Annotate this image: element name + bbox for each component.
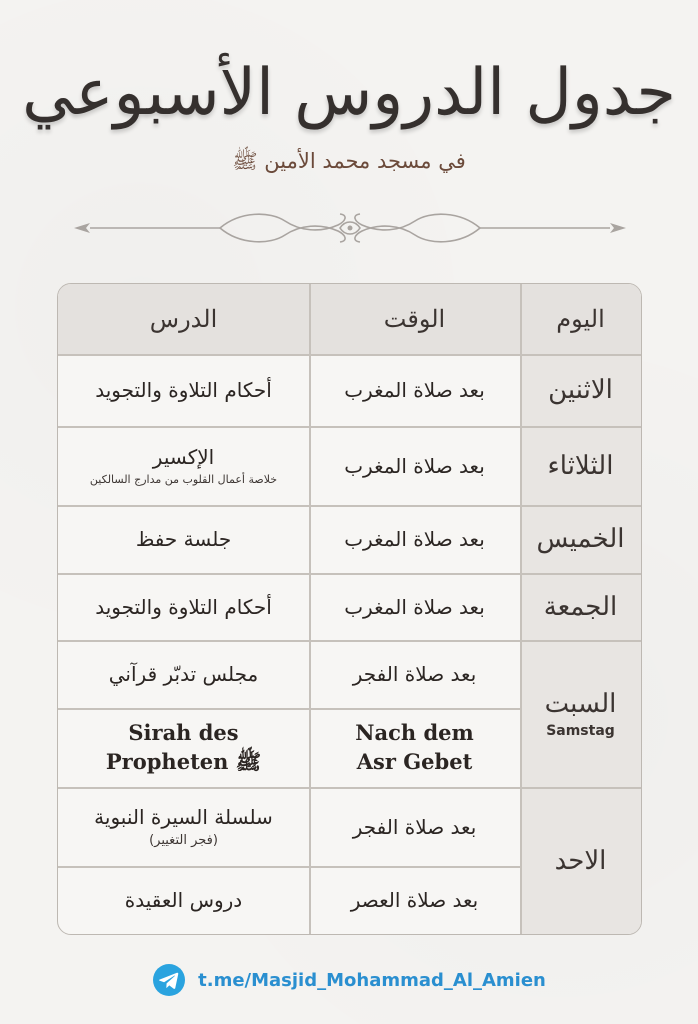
row-divider xyxy=(58,708,520,710)
row-divider xyxy=(58,866,520,868)
day-label: الجمعة xyxy=(543,591,618,622)
time-label: بعد صلاة المغرب xyxy=(344,527,485,551)
row-divider xyxy=(58,426,641,428)
lesson-note: (فجر التغيير) xyxy=(149,833,218,848)
day-cell xyxy=(520,573,641,640)
header-lesson-label: الدرس xyxy=(149,305,218,333)
header-day xyxy=(520,284,641,354)
schedule-table xyxy=(57,283,642,935)
time-label: بعد صلاة المغرب xyxy=(344,453,485,478)
telegram-link[interactable]: t.me/Masjid_Mohammad_Al_Amien xyxy=(198,969,546,991)
day-label: السبت xyxy=(544,688,617,719)
page-subtitle: في مسجد محمد الأمين ﷺ xyxy=(232,149,466,173)
ornament-divider xyxy=(70,205,630,251)
header-day-label: اليوم xyxy=(556,305,605,333)
time-label: بعد صلاة المغرب xyxy=(344,594,485,619)
time-cell xyxy=(309,354,520,426)
time-label-line2: Asr Gebet xyxy=(356,748,473,774)
lesson-cell xyxy=(58,354,309,426)
day-label: الخميس xyxy=(536,524,625,554)
day-cell xyxy=(520,426,641,505)
day-cell-merged xyxy=(520,787,641,934)
day-label: الثلاثاء xyxy=(547,450,614,481)
page-title: جدول الدروس الأسبوعي xyxy=(22,56,676,130)
day-sublabel: Samstag xyxy=(546,722,615,739)
lesson-label-line1: Sirah des xyxy=(128,720,239,746)
header-lesson xyxy=(58,284,309,354)
day-label: الاثنين xyxy=(548,375,613,405)
day-cell xyxy=(520,505,641,573)
day-label: الاحد xyxy=(554,845,607,876)
row-divider xyxy=(58,640,641,642)
column-divider xyxy=(520,284,522,934)
row-divider xyxy=(58,505,641,507)
time-label-line1: Nach dem xyxy=(355,720,474,746)
lesson-label: أحكام التلاوة والتجويد xyxy=(95,594,272,619)
row-divider xyxy=(58,354,641,356)
lesson-label: الإكسير xyxy=(152,445,215,469)
lesson-cell xyxy=(58,640,309,708)
time-label: بعد صلاة الفجر xyxy=(352,814,477,839)
lesson-cell xyxy=(58,505,309,573)
lesson-cell xyxy=(58,708,309,787)
footer xyxy=(0,962,698,998)
header-time xyxy=(309,284,520,354)
time-cell xyxy=(309,505,520,573)
time-cell xyxy=(309,426,520,505)
lesson-cell xyxy=(58,787,309,866)
lesson-label: مجلس تدبّر قرآني xyxy=(108,662,259,686)
time-label: بعد صلاة المغرب xyxy=(344,378,485,402)
lesson-note: خلاصة أعمال القلوب من مدارج السالكين xyxy=(89,473,278,486)
lesson-cell xyxy=(58,573,309,640)
column-divider xyxy=(309,284,311,934)
telegram-icon[interactable] xyxy=(152,963,186,997)
day-cell xyxy=(520,354,641,426)
time-cell xyxy=(309,573,520,640)
row-divider xyxy=(58,787,641,789)
lesson-cell xyxy=(58,426,309,505)
header-time-label: الوقت xyxy=(383,305,446,333)
lesson-label: دروس العقيدة xyxy=(124,888,243,912)
day-cell-merged xyxy=(520,640,641,787)
lesson-label: سلسلة السيرة النبوية xyxy=(94,805,273,829)
lesson-label: جلسة حفظ xyxy=(135,527,232,551)
row-divider xyxy=(58,573,641,575)
time-cell xyxy=(309,787,520,866)
lesson-label: أحكام التلاوة والتجويد xyxy=(95,378,272,402)
time-cell xyxy=(309,640,520,708)
lesson-label-line2: Propheten ﷺ xyxy=(105,748,262,774)
time-label: بعد صلاة الفجر xyxy=(352,662,477,686)
time-cell xyxy=(309,708,520,787)
time-cell xyxy=(309,866,520,934)
lesson-cell xyxy=(58,866,309,934)
time-label: بعد صلاة العصر xyxy=(350,888,479,912)
